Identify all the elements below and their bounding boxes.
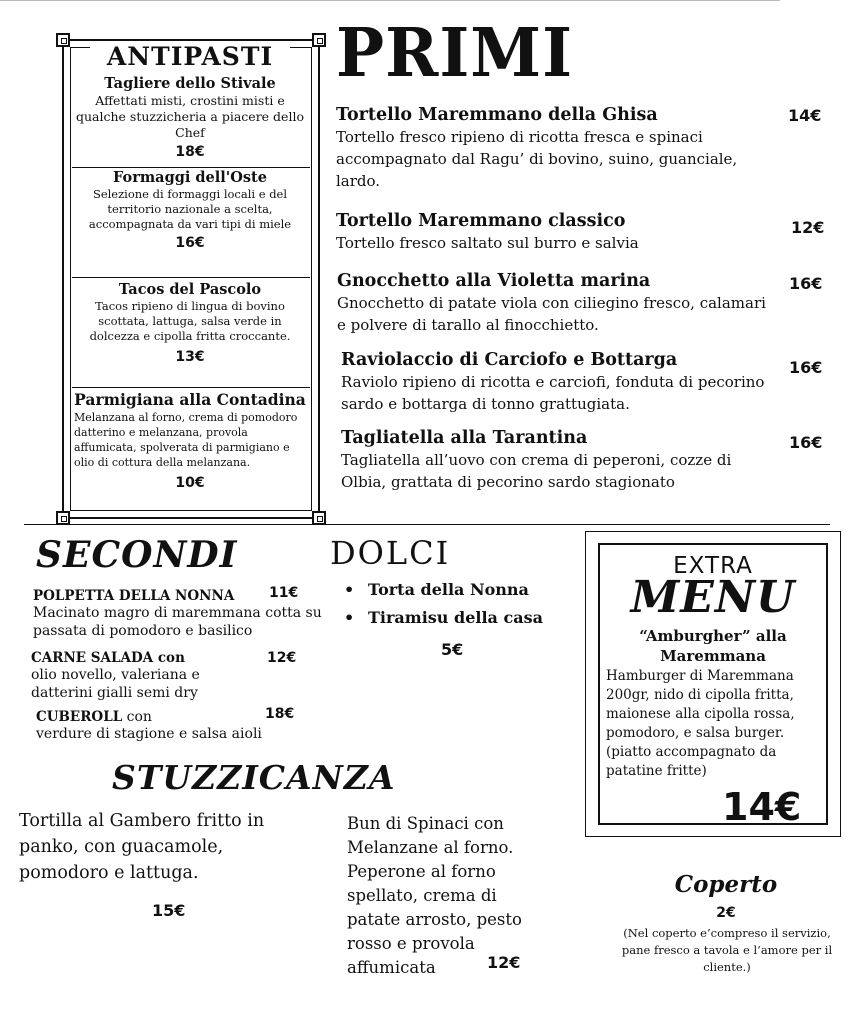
antipasti-item <box>74 281 306 366</box>
dish-description: verdure di stagione e salsa aioli <box>36 726 262 742</box>
secondi-title: SECONDI <box>36 534 238 576</box>
dish-name: Tortello Maremmano della Ghisa <box>336 105 658 125</box>
dish-price: 10€ <box>175 475 205 491</box>
frame-corner-ornament <box>312 33 326 47</box>
dish-description: Tagliatella all’uovo con crema di peperoni, cozze di Olbia, grattata di pecorino sardo stagionato <box>341 451 732 491</box>
dish-description: Tortello fresco ripieno di ricotta fresca e spinaci accompagnato dal Ragu’ di bovino, suino, guanciale, lardo. <box>336 128 738 190</box>
dish-price: 11€ <box>269 585 299 601</box>
dish-name: Tortello Maremmano classico <box>336 211 626 231</box>
antipasti-item <box>74 390 306 492</box>
dish-description: Tortilla al Gambero fritto in panko, con guacamole, pomodoro e lattuga. <box>19 811 265 883</box>
dish-price: 15€ <box>152 901 186 920</box>
frame-corner-ornament <box>56 511 70 525</box>
coperto-title: Coperto <box>674 871 778 898</box>
stuzzicanza-title: STUZZICANZA <box>112 758 396 797</box>
primi-item <box>341 427 781 493</box>
primi-item <box>341 349 781 415</box>
extra-label: EXTRA <box>673 553 753 579</box>
list-item: • Tiramisu della casa <box>344 604 543 632</box>
dish-name: CARNE SALADA <box>31 650 154 666</box>
antipasti-title: ANTIPASTI <box>90 42 290 72</box>
dish-price: 16€ <box>789 433 823 452</box>
item-separator <box>72 277 310 278</box>
dish-description: Melanzana al forno, crema di pomodoro datterino e melanzana, provola affumicata, spolverata di parmigiano e olio di cottura della melanzana. <box>74 411 298 469</box>
dish-name: Tacos del Pascolo <box>118 281 262 298</box>
dish-price: 14€ <box>722 785 802 829</box>
dish-name-suffix: con <box>153 650 185 666</box>
dish-name: Parmigiana alla Contadina <box>74 390 306 409</box>
dish-description: Tacos ripieno di lingua di bovino scottata, lattuga, salsa verde in dolcezza e cipolla fritta croccante. <box>89 299 291 343</box>
dish-name: Raviolaccio di Carciofo e Bottarga <box>341 350 678 370</box>
dolci-list <box>344 576 543 632</box>
coperto-price: 2€ <box>716 905 736 921</box>
dish-description: Bun di Spinaci con Melanzane al forno. Peperone al forno spellato, crema di patate arrosto, pesto rosso e provola affumicata <box>347 814 522 977</box>
dish-description: Gnocchetto di patate viola con ciliegino fresco, calamari e polvere di tarallo al finocchietto. <box>337 294 766 334</box>
dish-name: POLPETTA DELLA NONNA <box>33 588 235 604</box>
dish-description: Selezione di formaggi locali e del territorio nazionale a scelta, accompagnata da vari tipi di miele <box>88 187 292 231</box>
section-divider <box>24 524 830 525</box>
dolci-title: DOLCI <box>330 534 451 572</box>
dish-price: 18€ <box>175 144 205 160</box>
primi-title: PRIMI <box>336 14 574 93</box>
antipasti-item <box>74 75 306 161</box>
antipasti-item <box>74 169 306 252</box>
dish-name-suffix: con <box>122 709 152 725</box>
list-item: • Torta della Nonna <box>344 576 543 604</box>
primi-item <box>336 104 776 192</box>
dish-name: Formaggi dell'Oste <box>113 169 267 186</box>
dish-description: Affettati misti, crostini misti e qualche stuzzicheria a piacere dello Chef <box>76 93 304 140</box>
coperto-note: (Nel coperto e’compreso il servizio, pane fresco a tavola e l’amore per il cliente.) <box>621 926 833 974</box>
dish-price: 12€ <box>791 218 825 237</box>
frame-corner-ornament <box>312 511 326 525</box>
dish-name: Tagliere dello Stivale <box>104 75 276 92</box>
item-separator <box>72 167 310 168</box>
dish-description: olio novello, valeriana e datterini gialli semi dry <box>31 667 200 701</box>
dish-name: Gnocchetto alla Violetta marina <box>337 271 651 291</box>
frame-corner-ornament <box>56 33 70 47</box>
item-separator <box>72 387 310 388</box>
dish-price: 16€ <box>175 235 205 251</box>
dish-description: Hamburger di Maremmana 200gr, nido di cipolla fritta, maionese alla cipolla rossa, pomodoro, e salsa burger. (piatto accompagnato da patatine fritte) <box>606 668 795 779</box>
top-divider <box>0 0 780 1</box>
dish-name: Tagliatella alla Tarantina <box>341 428 588 448</box>
dolci-price: 5€ <box>441 640 464 659</box>
dish-price: 13€ <box>175 349 205 365</box>
dish-price: 18€ <box>265 706 295 722</box>
dish-name: “Amburgher” alla Maremmana <box>639 627 787 665</box>
dish-description: Raviolo ripieno di ricotta e carciofi, fonduta di pecorino sardo e bottarga di tonno grattugiata. <box>341 373 765 413</box>
primi-item <box>337 270 777 336</box>
dish-price: 12€ <box>267 650 297 666</box>
primi-item <box>336 210 776 254</box>
dish-price: 16€ <box>789 274 823 293</box>
dish-price: 12€ <box>487 953 521 972</box>
dish-description: Tortello fresco saltato sul burro e salvia <box>336 234 639 252</box>
dish-price: 16€ <box>789 358 823 377</box>
dish-description: Macinato magro di maremmana cotta su passata di pomodoro e basilico <box>33 605 322 639</box>
menu-label: MENU <box>630 572 796 623</box>
dish-price: 14€ <box>788 106 822 125</box>
dish-name: CUBEROLL <box>36 709 123 725</box>
secondi-item <box>31 647 261 702</box>
